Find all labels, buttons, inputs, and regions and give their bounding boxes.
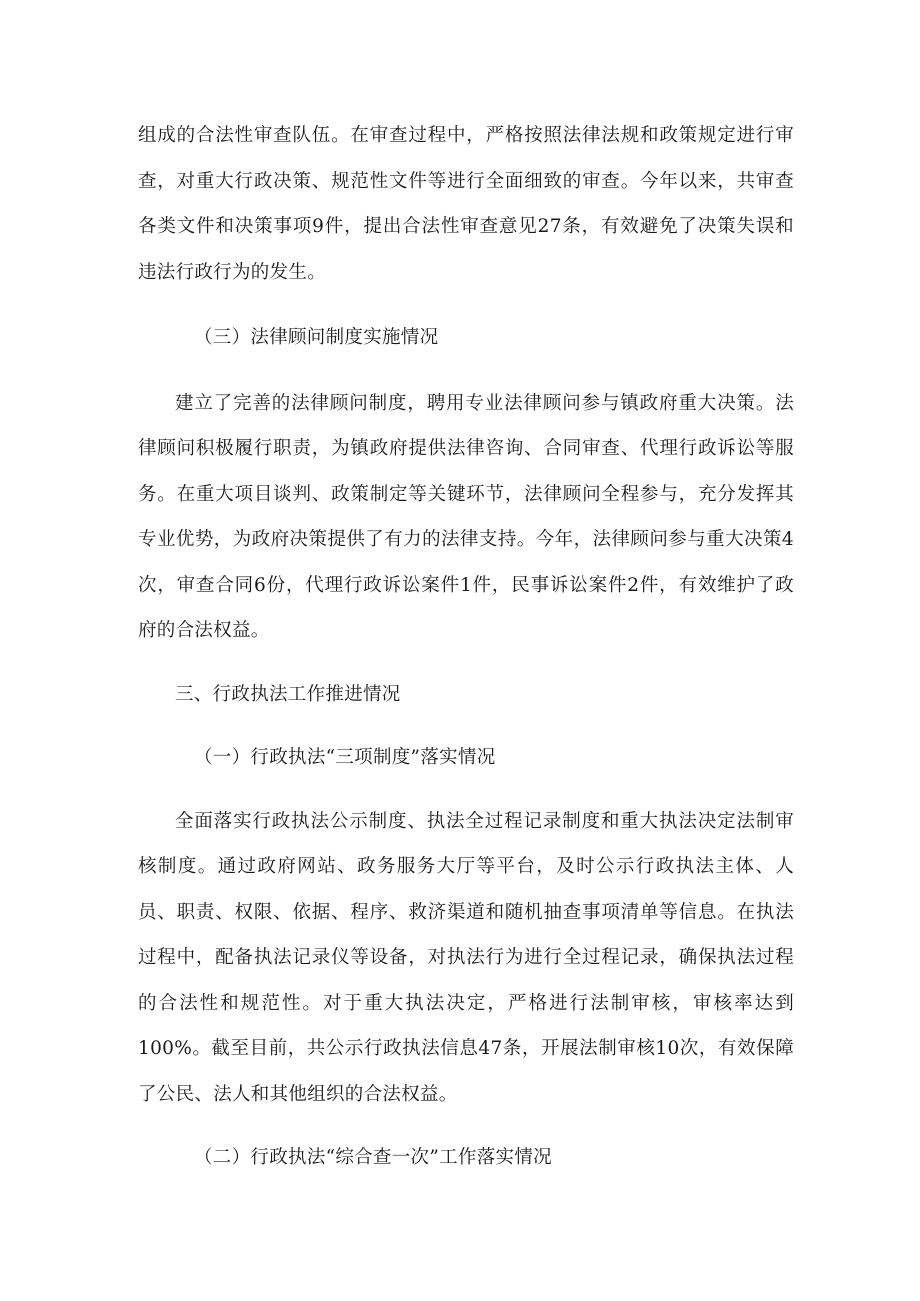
- heading-legal-advisor: （三）法律顾问制度实施情况: [194, 327, 439, 348]
- heading-admin-enforcement: 三、行政执法工作推进情况: [175, 683, 401, 705]
- document-page: [138, 113, 794, 1181]
- paragraph-legal-advisor: 建立了完善的法律顾问制度，聘用专业法律顾问参与镇政府重大决策。法律顾问积极履行职责，为镇政府提供法律咨询、合同审查、代理行政诉讼等服务。在重大项目谈判、政策制定等关键环节，法律顾问全程参与，充分发挥其专业优势，为政府决策提供了有力的法律支持。今年，法律顾问参与重大决策4次，审查合同6份，代理行政诉讼案件1件，民事诉讼案件2件，有效维护了政府的合法权益。: [138, 392, 794, 641]
- paragraph-legality-review: 组成的合法性审查队伍。在审查过程中，严格按照法律法规和政策规定进行审查，对重大行政决策、规范性文件等进行全面细致的审查。今年以来，共审查各类文件和决策事项9件，提出合法性审查意见27条，有效避免了决策失误和违法行政行为的发生。: [138, 125, 794, 283]
- heading-three-systems: （一）行政执法“三项制度”落实情况: [194, 747, 496, 768]
- heading-comprehensive-inspection: （二）行政执法“综合查一次”工作落实情况: [194, 1147, 552, 1168]
- paragraph-three-systems: 全面落实行政执法公示制度、执法全过程记录制度和重大执法决定法制审核制度。通过政府网站、政务服务大厅等平台，及时公示行政执法主体、人员、职责、权限、依据、程序、救济渠道和随机抽查事项清单等信息。在执法过程中，配备执法记录仪等设备，对执法行为进行全过程记录，确保执法过程的合法性和规范性。对于重大执法决定，严格进行法制审核，审核率达到100%。截至目前，共公示行政执法信息47条，开展法制审核10次，有效保障了公民、法人和其他组织的合法权益。: [138, 810, 794, 1105]
